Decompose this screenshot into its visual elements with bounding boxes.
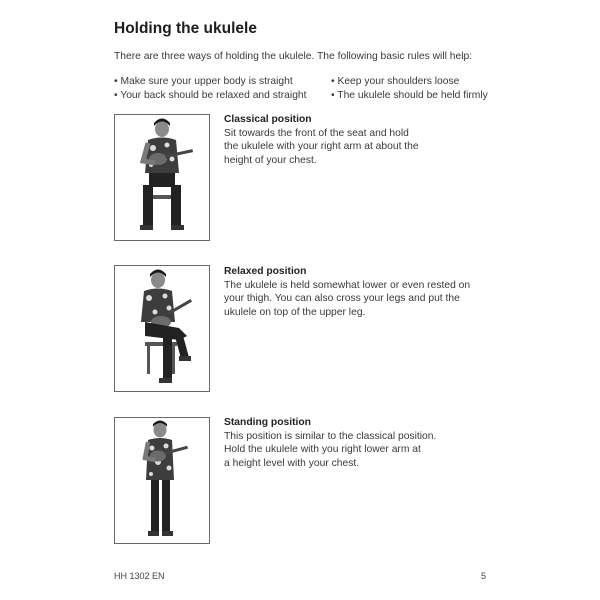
section-line: height of your chest.: [224, 154, 317, 166]
classical-position-section: [224, 113, 419, 167]
page-number: 5: [481, 571, 487, 581]
section-line: your thigh. You can also cross your legs and put the: [224, 293, 460, 304]
standing-position-photo: [114, 417, 210, 544]
rule-item: • The ukulele should be held firmly: [331, 90, 488, 101]
intro-text: There are three ways of holding the ukulele. The following basic rules will help:: [114, 51, 473, 62]
section-line: The ukulele is held somewhat lower or even rested on: [224, 279, 471, 291]
relaxed-position-photo: [114, 265, 210, 392]
section-line: a height level with your chest.: [224, 457, 360, 469]
rule-item: • Keep your shoulders loose: [331, 76, 460, 87]
classical-position-photo: [114, 114, 210, 241]
standing-position-section: [224, 416, 436, 470]
section-heading: Classical position: [224, 114, 312, 125]
section-line: Hold the ukulele with you right lower arm at: [224, 444, 421, 455]
section-heading: Relaxed position: [224, 266, 307, 277]
relaxed-position-section: [224, 265, 470, 319]
section-line: the ukulele with your right arm at about the: [224, 141, 419, 152]
section-line: Sit towards the front of the seat and hold: [224, 127, 409, 139]
rules-right-list: [331, 75, 488, 103]
page-title: Holding the ukulele: [114, 20, 257, 37]
section-line: This position is similar to the classical position.: [224, 430, 437, 442]
rule-item: • Your back should be relaxed and straight: [114, 90, 307, 101]
section-heading: Standing position: [224, 417, 311, 428]
section-line: ukulele on top of the upper leg.: [224, 306, 366, 318]
footer-catalog-code: HH 1302 EN: [114, 571, 165, 581]
rule-item: • Make sure your upper body is straight: [114, 76, 293, 87]
rules-left-list: [114, 75, 307, 103]
